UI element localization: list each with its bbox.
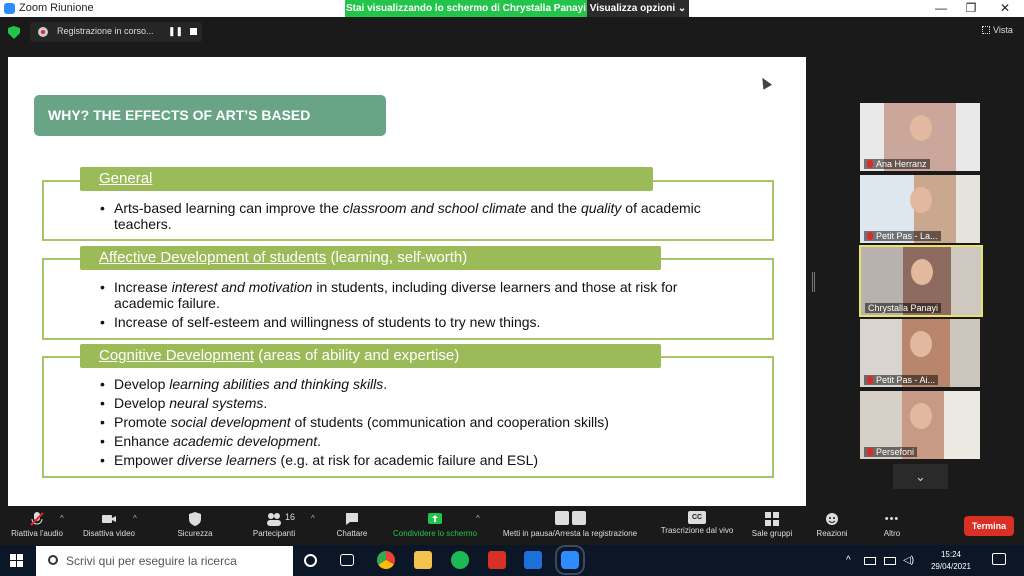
screen-share-banner: Stai visualizzando lo schermo di Chrystalla Panayi xyxy=(345,0,587,17)
more-label: Altro xyxy=(883,529,901,538)
notifications-icon[interactable] xyxy=(992,553,1006,565)
recording-indicator xyxy=(30,22,202,42)
audio-options-caret-icon[interactable]: ^ xyxy=(60,514,64,523)
mouse-cursor-icon xyxy=(758,75,772,90)
scroll-down-chevron-icon[interactable]: ⌄ xyxy=(893,464,948,489)
breakout-rooms-icon xyxy=(764,511,780,527)
participant-tile[interactable] xyxy=(860,319,980,387)
taskbar-search-input[interactable] xyxy=(36,546,293,576)
close-button[interactable]: ✕ xyxy=(999,1,1011,15)
participant-tile[interactable] xyxy=(860,391,980,459)
share-screen-button[interactable] xyxy=(385,509,485,545)
smiley-icon xyxy=(824,511,840,527)
section-heading-link: Affective Development of students xyxy=(99,249,327,266)
speaker-icon[interactable]: ◁) xyxy=(903,555,915,566)
participants-label: Partecipanti xyxy=(252,529,296,538)
breakout-rooms-button[interactable] xyxy=(746,509,798,545)
section-heading-link: Cognitive Development xyxy=(99,347,255,364)
section-bullets xyxy=(100,376,740,471)
participant-face xyxy=(910,403,932,429)
photos-icon[interactable] xyxy=(524,551,542,569)
more-button[interactable] xyxy=(870,509,914,545)
stop-recording-icon[interactable] xyxy=(190,28,197,35)
view-button[interactable] xyxy=(982,25,1013,35)
chat-button[interactable] xyxy=(326,509,378,545)
section-heading-suffix: (learning, self-worth) xyxy=(326,249,468,266)
section-heading xyxy=(80,246,661,270)
window-title: Zoom Riunione xyxy=(19,2,94,14)
more-dots-icon: ••• xyxy=(884,513,900,525)
recording-label: Registrazione in corso... xyxy=(57,26,154,36)
acrobat-icon[interactable] xyxy=(488,551,506,569)
search-icon xyxy=(48,555,58,565)
slide-title: WHY? THE EFFECTS OF ART’S BASED LEARNING xyxy=(34,95,386,136)
recording-controls-button[interactable] xyxy=(494,509,646,545)
zoom-taskbar-icon[interactable] xyxy=(561,551,579,569)
minimize-button[interactable]: — xyxy=(935,1,947,15)
chrome-icon[interactable] xyxy=(377,551,395,569)
security-button[interactable] xyxy=(165,509,225,545)
end-meeting-button[interactable]: Termina xyxy=(964,516,1014,536)
bullet-item: • Develop neural systems. xyxy=(100,395,740,411)
muted-mic-icon xyxy=(29,511,45,527)
live-transcript-label: Trascrizione dal vivo xyxy=(660,526,734,535)
file-explorer-icon[interactable] xyxy=(414,551,432,569)
participant-name: Chrystalla Panayi xyxy=(865,303,941,313)
share-options-caret-icon[interactable]: ^ xyxy=(476,514,480,523)
stop-video-label: Disattiva video xyxy=(82,529,136,538)
bullet-item: • Enhance academic development. xyxy=(100,433,740,449)
participant-face xyxy=(910,331,932,357)
section-heading-suffix: (areas of ability and expertise) xyxy=(254,347,460,364)
participants-button[interactable] xyxy=(243,509,305,545)
clock-time: 15:24 xyxy=(940,550,962,559)
participant-name: Ana Herranz xyxy=(864,159,930,169)
bullet-item: • Increase of self-esteem and willingness of students to try new things. xyxy=(100,314,720,330)
spotify-icon[interactable] xyxy=(451,551,469,569)
taskbar-clock[interactable] xyxy=(926,549,976,573)
security-label: Sicurezza xyxy=(177,529,213,538)
zoom-app-icon xyxy=(4,3,15,14)
bullet-item: • Increase interest and motivation in students, including diverse learners and those at risk for academic failure. xyxy=(100,279,720,311)
section-cognitive xyxy=(42,356,774,478)
participant-tile[interactable] xyxy=(859,245,983,317)
maximize-button[interactable]: ❐ xyxy=(965,1,977,15)
chat-bubble-icon xyxy=(344,511,360,527)
video-camera-icon xyxy=(101,511,117,527)
section-heading xyxy=(80,344,661,368)
bullet-item: • Arts-based learning can improve the classroom and school climate and the quality of academic teachers. xyxy=(100,200,720,232)
shield-icon xyxy=(187,511,203,527)
bullet-item: • Empower diverse learners (e.g. at risk for academic failure and ESL) xyxy=(100,452,740,468)
muted-mic-icon xyxy=(867,160,873,168)
participant-name: Persefoni xyxy=(864,447,917,457)
muted-mic-icon xyxy=(867,448,873,456)
muted-mic-icon xyxy=(867,232,873,240)
people-icon xyxy=(266,511,282,527)
participant-face xyxy=(910,115,932,141)
task-view-icon[interactable] xyxy=(340,554,354,566)
section-bullets xyxy=(100,200,720,235)
panel-resize-handle[interactable] xyxy=(812,272,815,292)
bullet-item: • Promote social development of students (communication and cooperation skills) xyxy=(100,414,740,430)
view-options-button[interactable]: Visualizza opzioni ⌄ xyxy=(587,0,689,17)
chat-label: Chattare xyxy=(336,529,368,538)
tray-chevron-icon[interactable]: ^ xyxy=(846,555,851,566)
recording-controls-label: Metti in pausa/Arresta la registrazione xyxy=(502,529,638,538)
share-screen-icon xyxy=(427,511,443,527)
muted-mic-icon xyxy=(867,376,873,384)
section-bullets xyxy=(100,279,720,333)
clock-date: 29/04/2021 xyxy=(930,562,972,571)
closed-caption-icon: CC xyxy=(688,511,706,524)
network-icon[interactable] xyxy=(864,557,876,565)
bullet-item: • Develop learning abilities and thinking skills. xyxy=(100,376,740,392)
section-affective xyxy=(42,258,774,340)
participants-count: 16 xyxy=(285,512,296,522)
grid-icon xyxy=(982,26,990,34)
section-heading-link: General xyxy=(99,170,153,187)
breakout-rooms-label: Sale gruppi xyxy=(751,529,793,538)
pause-stop-icon xyxy=(552,511,588,527)
section-heading xyxy=(80,167,653,191)
battery-icon[interactable] xyxy=(884,557,896,565)
participants-caret-icon[interactable]: ^ xyxy=(311,514,315,523)
participant-tile[interactable] xyxy=(860,103,980,171)
participant-face xyxy=(910,187,932,213)
participant-name: Petit Pas - Ai... xyxy=(864,375,938,385)
reactions-label: Reazioni xyxy=(816,529,848,538)
participant-face xyxy=(911,259,933,285)
share-screen-label: Condividere lo schermo xyxy=(392,529,478,538)
participant-tile[interactable] xyxy=(860,175,980,243)
video-options-caret-icon[interactable]: ^ xyxy=(133,514,137,523)
participant-name: Petit Pas - La... xyxy=(864,231,941,241)
windows-start-icon[interactable] xyxy=(10,554,23,567)
shared-slide xyxy=(8,57,806,506)
pause-recording-icon[interactable]: ❚❚ xyxy=(168,26,184,36)
recording-dot-icon xyxy=(38,27,48,37)
reactions-button[interactable] xyxy=(808,509,856,545)
view-label: Vista xyxy=(993,25,1013,35)
cortana-icon[interactable] xyxy=(304,554,317,567)
meeting-toolbar xyxy=(0,509,1024,545)
search-placeholder: Scrivi qui per eseguire la ricerca xyxy=(66,554,237,568)
unmute-label: Riattiva l'audio xyxy=(11,529,63,538)
live-transcript-button[interactable] xyxy=(655,509,739,545)
